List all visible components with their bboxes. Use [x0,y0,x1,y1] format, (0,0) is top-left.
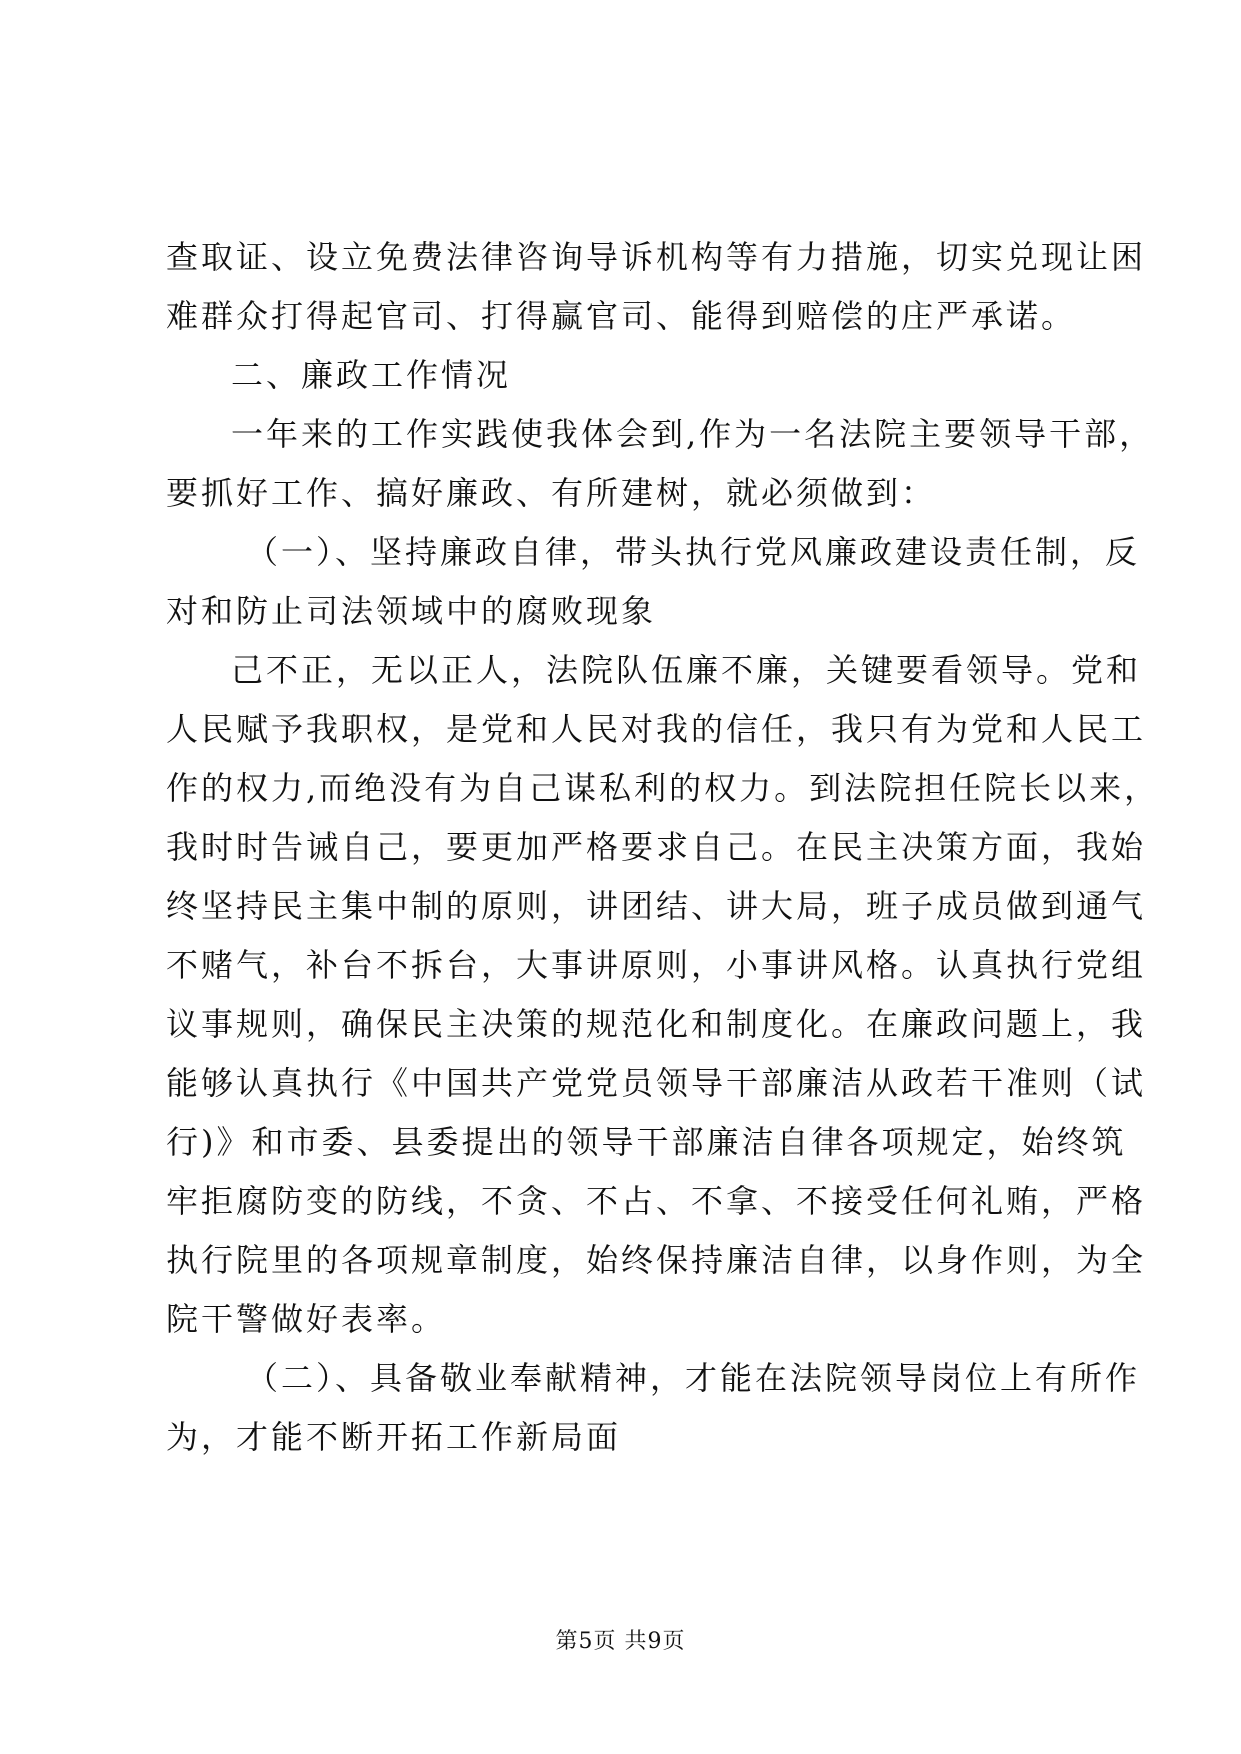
paragraph-line: 我时时告诫自己，要更加严格要求自己。在民主决策方面，我始 [166,828,1147,866]
paragraph-line: 人民赋予我职权，是党和人民对我的信任，我只有为党和人民工 [166,710,1147,748]
subsection-heading-cont: 对和防止司法领域中的腐败现象 [166,592,657,630]
subsection-heading: （二）、具备敬业奉献精神，才能在法院领导岗位上有所作 [246,1359,1141,1397]
paragraph-line: 执行院里的各项规章制度，始终保持廉洁自律，以身作则，为全 [166,1241,1147,1279]
paragraph-line: 不赌气，补台不拆台，大事讲原则，小事讲风格。认真执行党组 [166,946,1147,984]
section-heading: 二、廉政工作情况 [231,356,512,394]
paragraph-line: 议事规则，确保民主决策的规范化和制度化。在廉政问题上，我 [166,1005,1147,1043]
paragraph-line: 一年来的工作实践使我体会到,作为一名法院主要领导干部， [231,415,1155,453]
paragraph-line: 行)》和市委、县委提出的领导干部廉洁自律各项规定，始终筑 [166,1123,1127,1161]
document-body [166,228,1160,1467]
paragraph-line: 牢拒腐防变的防线，不贪、不占、不拿、不接受任何礼贿，严格 [166,1182,1147,1220]
paragraph-line: 院干警做好表率。 [166,1300,447,1338]
paragraph-line: 能够认真执行《中国共产党党员领导干部廉洁从政若干准则（试 [166,1064,1147,1102]
subsection-heading: （一）、坚持廉政自律，带头执行党风廉政建设责任制，反 [246,533,1141,571]
paragraph-line: 己不正，无以正人，法院队伍廉不廉，关键要看领导。党和 [231,651,1142,689]
paragraph-line: 终坚持民主集中制的原则，讲团结、讲大局，班子成员做到通气 [166,887,1147,925]
paragraph-line: 作的权力,而绝没有为自己谋私利的权力。到法院担任院长以来， [166,769,1160,807]
subsection-heading-cont: 为，才能不断开拓工作新局面 [166,1418,622,1456]
paragraph-line: 难群众打得起官司、打得赢官司、能得到赔偿的庄严承诺。 [166,297,1077,335]
paragraph-line: 查取证、设立免费法律咨询导诉机构等有力措施，切实兑现让困 [166,238,1147,276]
page-number-footer: 第5页 共9页 [555,1629,686,1654]
paragraph-line: 要抓好工作、搞好廉政、有所建树，就必须做到： [166,474,937,512]
